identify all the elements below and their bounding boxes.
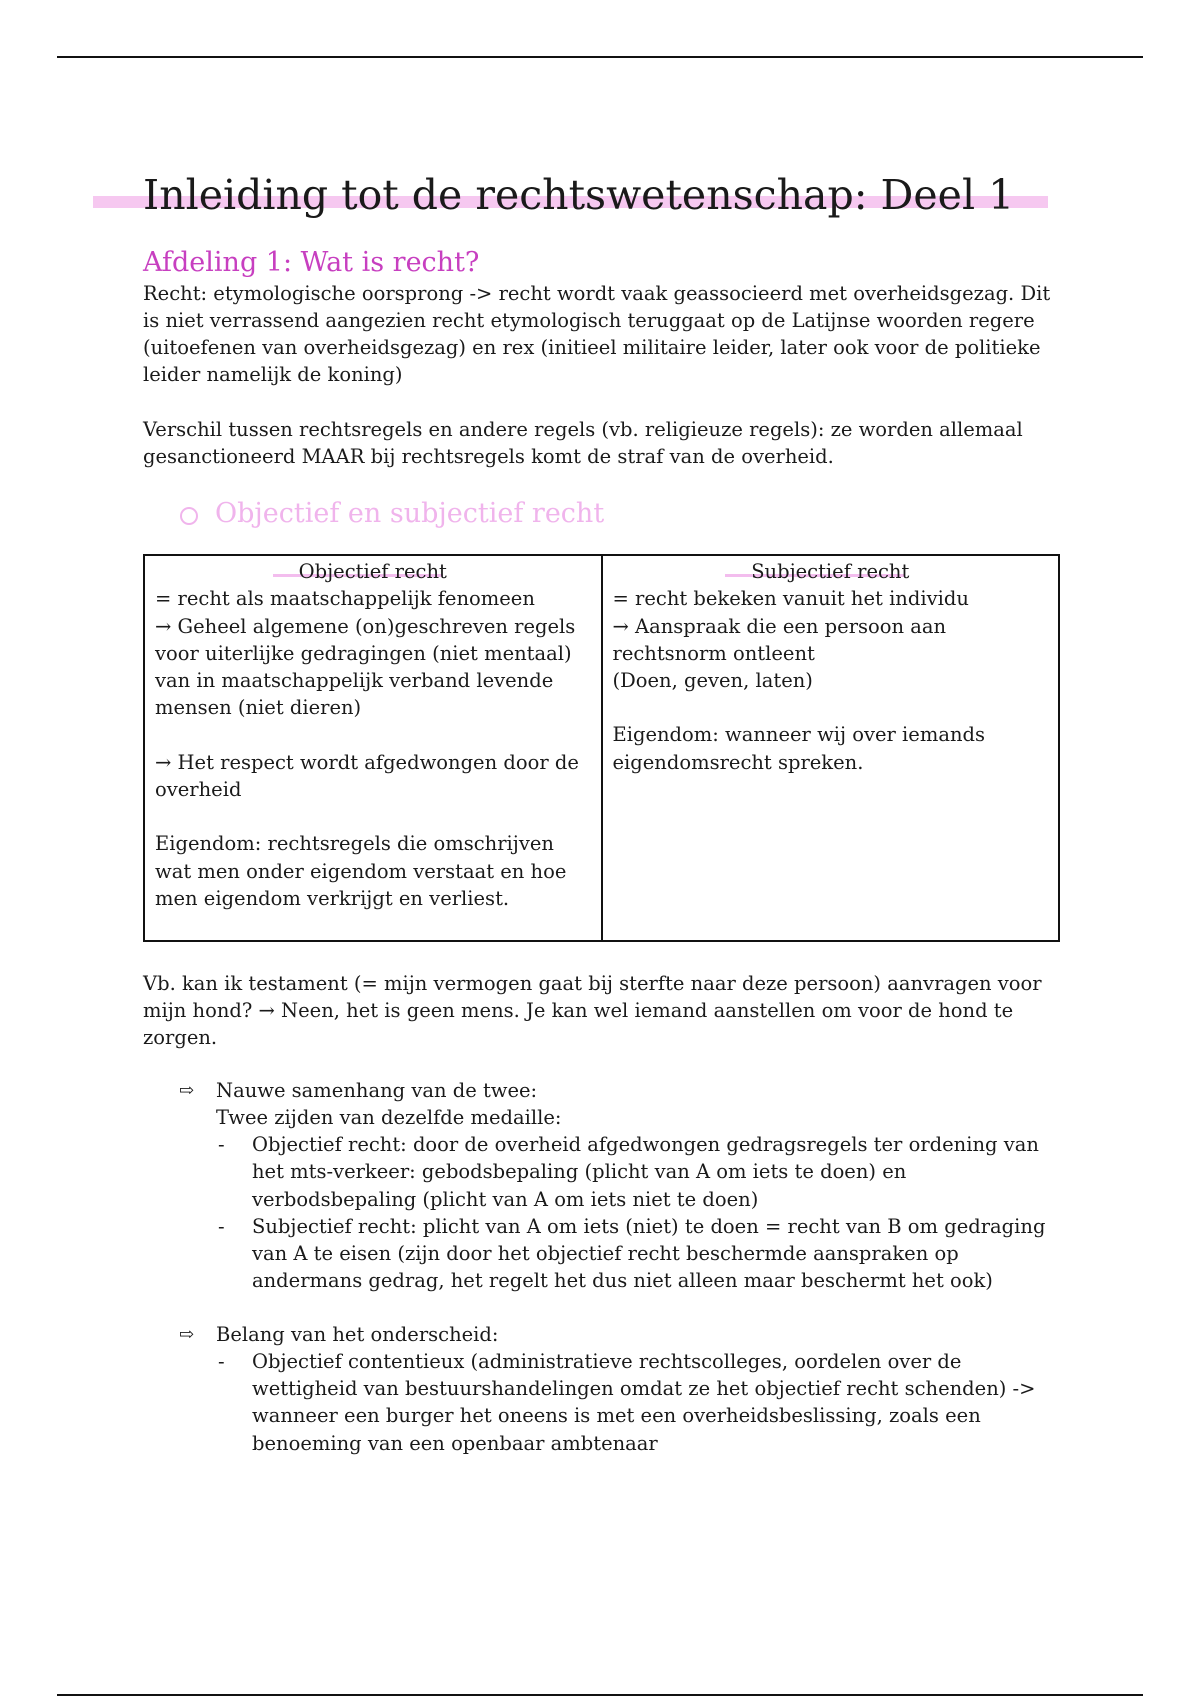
circle-bullet-icon [180, 507, 198, 525]
list-item: - Objectief contentieux (administratieve rechtscolleges, oordelen over de wettigheid van bestuurshandelingen omdat ze het objectief recht schenden) -> wanneer een burger het oneens is met een overheidsbeslissing, zoals een benoeming van een openbaar ambtenaar [216, 1348, 1060, 1457]
table-cell-subjectief [602, 555, 1060, 941]
objectief-line: → Geheel algemene (on)geschreven regels voor uiterlijke gedragingen (niet mentaal) van in maatschappelijk verband levende mensen (niet dieren) [155, 614, 576, 720]
table-left-lines [155, 585, 591, 912]
block-belang [143, 1321, 1060, 1457]
arrow-right-icon: ⇨ [179, 1323, 195, 1345]
list-item: - Subjectief recht: plicht van A om iets (niet) te doen = recht van B om gedraging van A te eisen (zijn door het objectief recht beschermde aanspraken op andermans gedrag, het regelt het dus niet alleen maar beschermt het ook) [216, 1213, 1060, 1295]
subsection-heading [180, 494, 1060, 534]
objectief-line: = recht als maatschappelijk fenomeen [155, 587, 535, 611]
table-header-right: Subjectief recht [613, 558, 1049, 585]
blank-line [155, 722, 591, 749]
paragraph-difference: Verschil tussen rechtsregels en andere regels (vb. religieuze regels): ze worden allemaal gesanctioneerd MAAR bij rechtsregels komt de straf van de overheid. [143, 418, 1023, 468]
table-cell-objectief [144, 555, 602, 941]
block-subheading: Twee zijden van dezelfde medaille: [216, 1106, 562, 1129]
section-heading: Afdeling 1: Wat is recht? [143, 247, 480, 278]
subjectief-line: (Doen, geven, laten) [612, 669, 813, 693]
subjectief-line: = recht bekeken vanuit het individu [612, 587, 969, 611]
document-body [143, 246, 1060, 1457]
arrow-right-icon: ⇨ [179, 1080, 195, 1101]
block-samenhang [143, 1077, 1060, 1295]
subjectief-line: Eigendom: wanneer wij over iemands eigendomsrecht spreken. [612, 723, 985, 774]
blank-line [613, 694, 1049, 721]
bullet-list [216, 1348, 1060, 1457]
paragraph-example: Vb. kan ik testament (= mijn vermogen gaat bij sterfte naar deze persoon) aanvragen voor mijn hond? → Neen, het is geen mens. Je kan wel iemand aanstellen om voor de hond te zorgen. [143, 972, 1042, 1049]
bullet-list [216, 1131, 1060, 1295]
page-title: Inleiding tot de rechtswetenschap: Deel 1 [143, 171, 1015, 219]
objectief-line: → Het respect wordt afgedwongen door de overheid [155, 750, 579, 802]
objectief-line: Eigendom: rechtsregels die omschrijven wat men onder eigendom verstaat en hoe men eigendom verkrijgt en verliest. [155, 832, 567, 910]
block-heading: Nauwe samenhang van de twee: [216, 1079, 538, 1102]
paragraph-etymology: Recht: etymologische oorsprong -> recht wordt vaak geassocieerd met overheidsgezag. Dit is niet verrassend aangezien recht etymologisch teruggaat op de Latijnse woorden regere (uitoefenen van overheidsgezag) en rex (initieel militaire leider, later ook voor de politieke leider namelijk de koning) [143, 282, 1051, 386]
title-block [93, 168, 1048, 224]
blank-line [155, 803, 591, 830]
list-item: - Objectief recht: door de overheid afgedwongen gedragsregels ter ordening van het mts-verkeer: gebodsbepaling (plicht van A om iets te doen) en verbodsbepaling (plicht van A om iets niet te doen) [216, 1131, 1060, 1213]
table-header-left: Objectief recht [155, 558, 591, 585]
subjectief-line: → Aanspraak die een persoon aan rechtsnorm ontleent [612, 614, 947, 665]
top-rule [57, 56, 1143, 58]
subsection-heading-text: Objectief en subjectief recht [215, 498, 605, 529]
table-right-lines [613, 585, 1049, 776]
comparison-table [143, 554, 1060, 942]
block-heading: Belang van het onderscheid: [216, 1322, 499, 1346]
bottom-rule [57, 1694, 1143, 1696]
